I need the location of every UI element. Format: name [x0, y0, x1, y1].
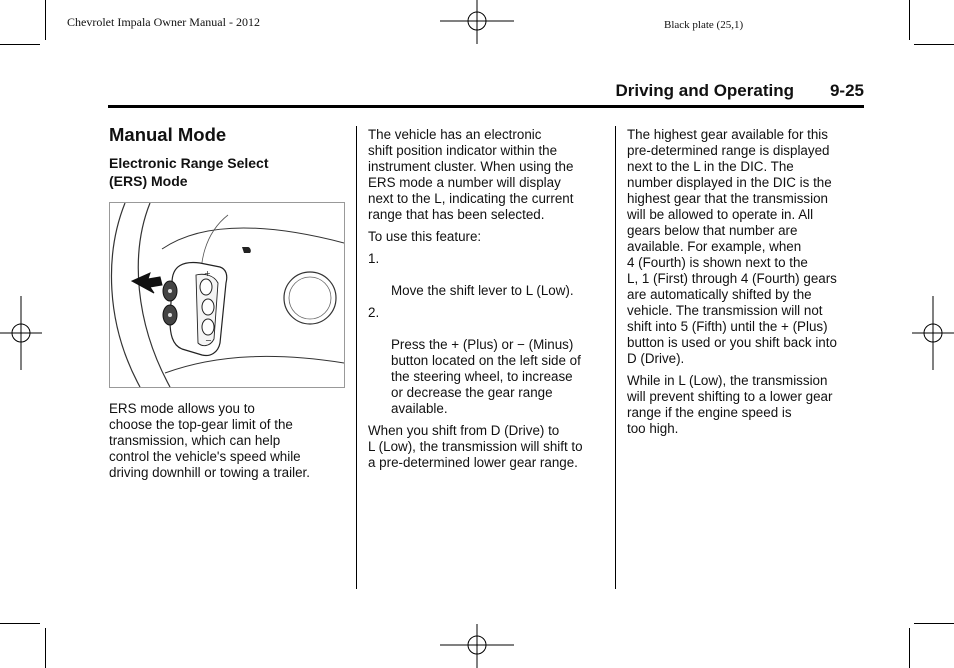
steps-list [368, 251, 608, 417]
section-title: Driving and Operating [615, 81, 794, 100]
crop-mark [909, 628, 910, 668]
crop-mark [0, 623, 40, 624]
crop-mark [909, 0, 910, 40]
crop-mark [45, 628, 46, 668]
column-divider [356, 126, 357, 589]
column-3 [627, 127, 865, 443]
registration-mark-bottom [440, 624, 514, 668]
low-gear-paragraph: While in L (Low), the transmission will prevent shifting to a lower gear range if the engine speed is too high. [627, 373, 833, 436]
ers-description: ERS mode allows you to choose the top-gear limit of the transmission, which can help control the vehicle's speed while driving downhill or towing a trailer. [109, 401, 310, 480]
column-2 [368, 127, 608, 477]
lead-text: To use this feature: [368, 229, 482, 244]
registration-mark-left [0, 296, 42, 370]
section-header [108, 81, 864, 108]
step-text: Move the shift lever to L (Low). [391, 283, 574, 298]
crop-mark [0, 44, 40, 45]
crop-mark [45, 0, 46, 40]
page-heading: Manual Mode [109, 124, 227, 145]
step-number: 1. [368, 251, 380, 266]
steering-wheel-figure [109, 202, 345, 388]
plus-label: + [204, 269, 211, 278]
plate-label: Black plate (25,1) [664, 19, 744, 31]
crop-mark [914, 623, 954, 624]
crop-mark [914, 44, 954, 45]
step-number: 2. [368, 305, 380, 320]
column-1 [109, 124, 345, 487]
list-item [368, 305, 608, 417]
registration-mark-top [440, 0, 514, 44]
intro-paragraph: The vehicle has an electronic shift position indicator within the instrument cluster. When using the ERS mode a number will display next to the L, indicating the current range that has been selected. [368, 127, 574, 222]
column-divider [615, 126, 616, 589]
list-item [368, 251, 608, 299]
subheading: Electronic Range Select (ERS) Mode [109, 155, 269, 189]
page-number: 9-25 [829, 81, 864, 100]
step-text: Press the + (Plus) or − (Minus) button located on the left side of the steering wheel, to increase or decrease the gear range available. [391, 337, 581, 416]
minus-label: − [205, 336, 212, 345]
highest-gear-paragraph: The highest gear available for this pre-determined range is displayed next to the L in the DIC. The number displayed in the DIC is the highest gear that the transmission will be allowed to operate in. All gears below that number are available. For example, when 4 (Fourth) is shown next to the L, 1 (First) through 4 (Fourth) gears are automatically shifted by the vehicle. The transmission will not shift into 5 (Fifth) until the + (Plus) button is used or you shift back into D (Drive). [627, 127, 837, 366]
manual-title: Chevrolet Impala Owner Manual - 2012 [67, 15, 260, 29]
registration-mark-right [912, 296, 954, 370]
shift-paragraph: When you shift from D (Drive) to L (Low), the transmission will shift to a pre-determined lower gear range. [368, 423, 583, 470]
